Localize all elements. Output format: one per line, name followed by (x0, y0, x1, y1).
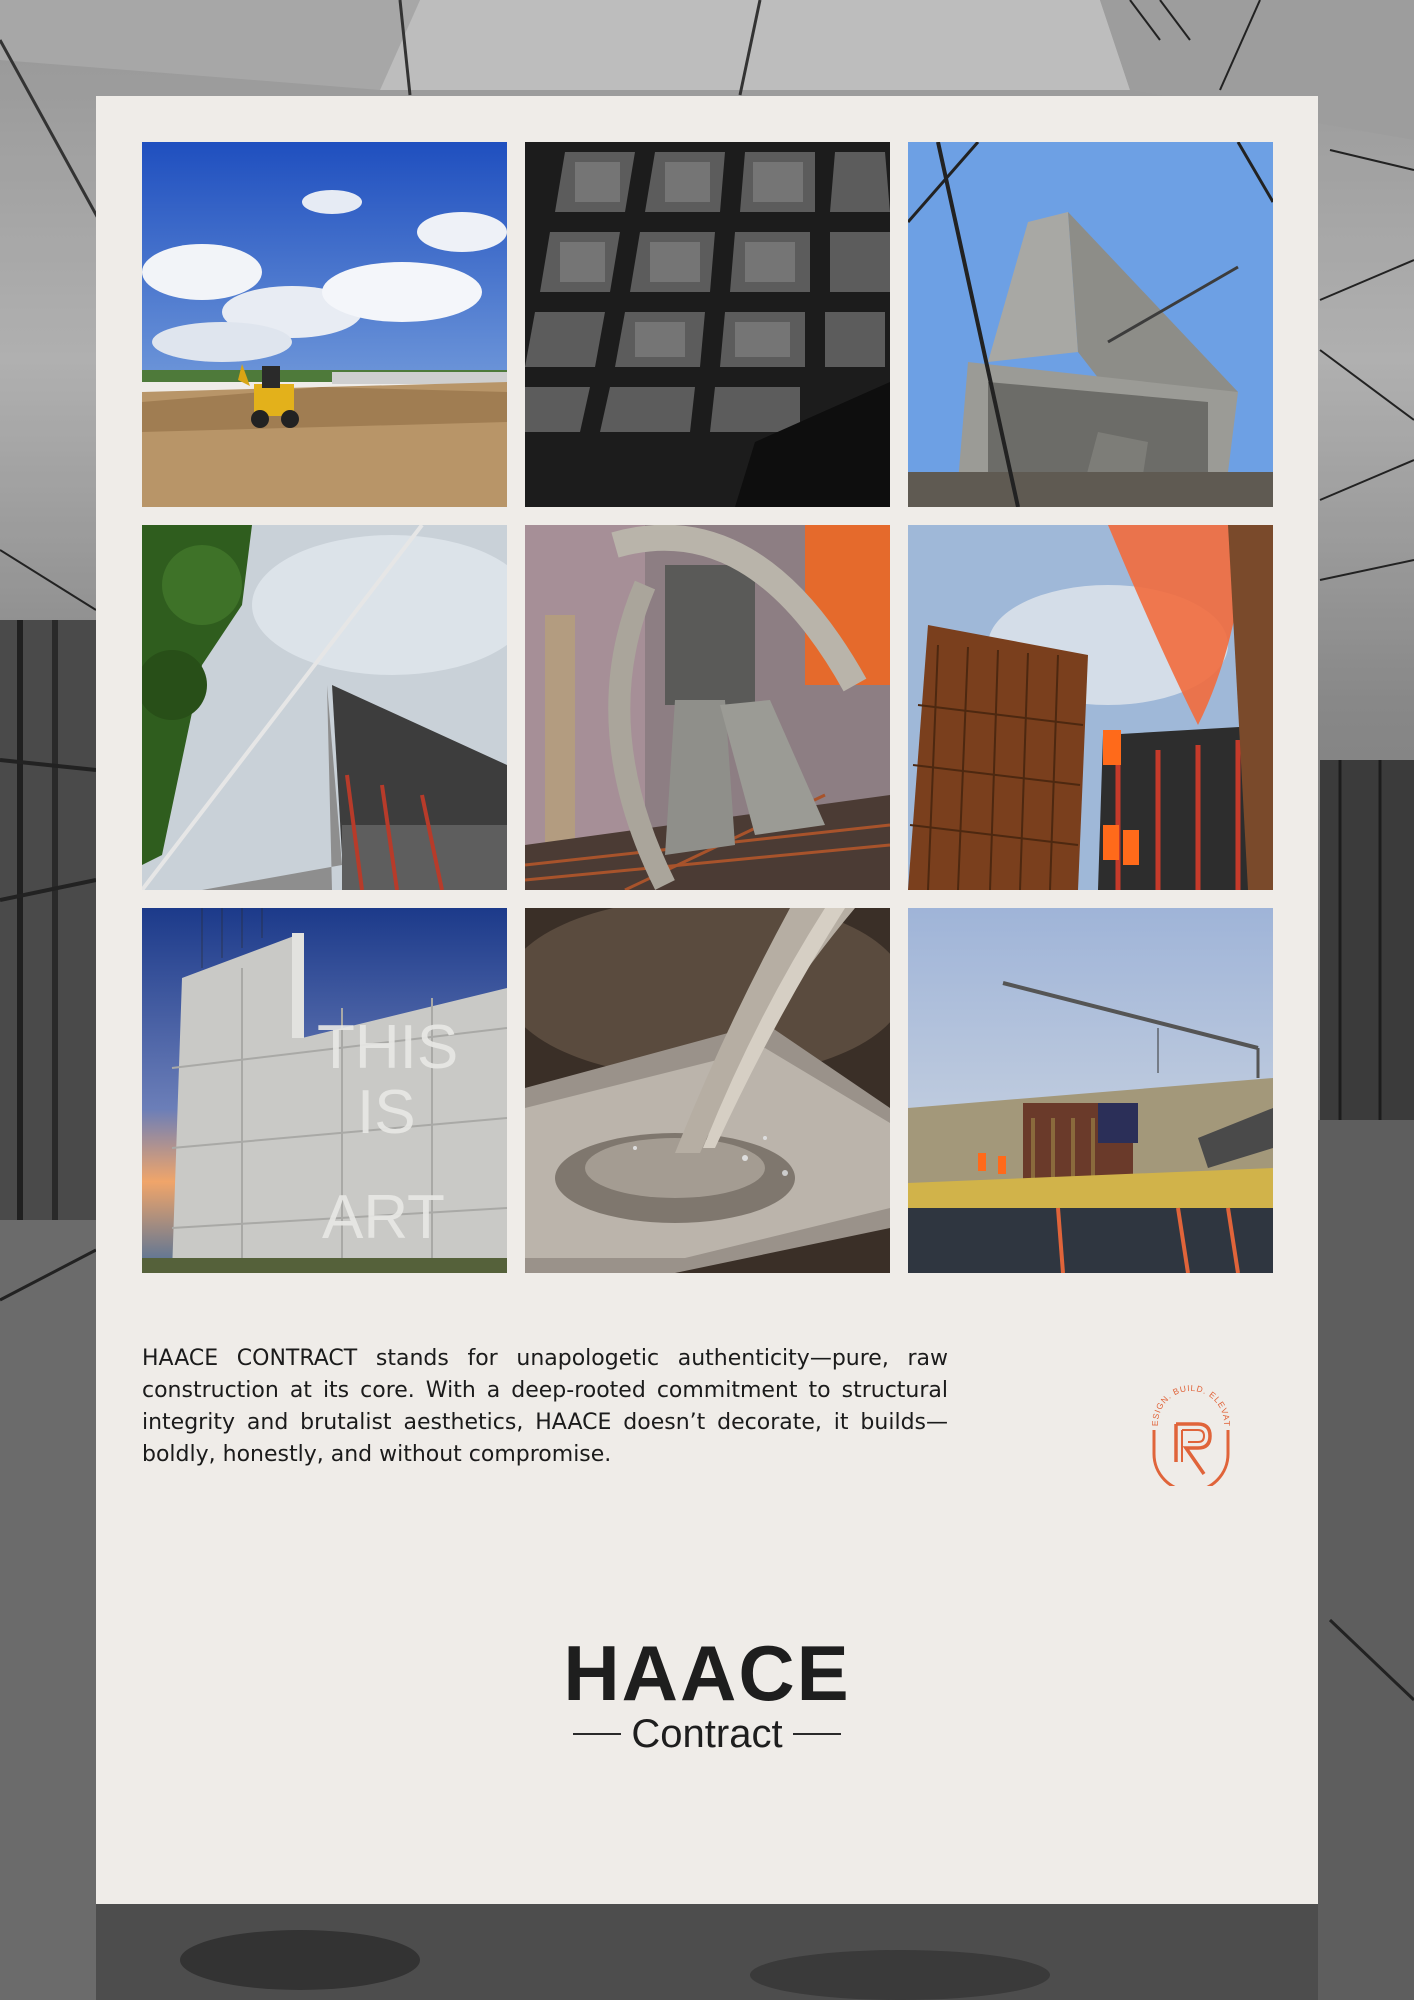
photo-rebar-cage-workers (908, 525, 1273, 890)
photo-waffle-slab-ceiling (525, 142, 890, 507)
poster-card (96, 96, 1318, 1904)
logo-rule-left (573, 1733, 621, 1735)
wall-text-this: THIS (317, 1013, 459, 1082)
logo-rule-right (793, 1733, 841, 1735)
photo-site-with-crane (908, 908, 1273, 1273)
brand-emblem (1146, 1366, 1236, 1486)
svg-text:DESIGN. BUILD. ELEVATE (1146, 1366, 1232, 1427)
photo-facade-with-crane (142, 525, 507, 890)
photo-excavator-site (142, 142, 507, 507)
haace-logo (532, 1629, 882, 1756)
photo-grid (142, 142, 1273, 1273)
brand-tagline: HAACE CONTRACT stands for unapologetic authenticity—pure, raw construction at its core. With a deep-rooted commitment to structural integrity and brutalist aesthetics, HAACE doesn’t decorate, it builds—boldly, honestly, and without compromise. (142, 1346, 948, 1467)
logo-subline (532, 1712, 882, 1756)
monogram-icon (1146, 1366, 1236, 1486)
photo-concrete-peak-structure (908, 142, 1273, 507)
wall-text-art: ART (322, 1183, 445, 1252)
emblem-motto: ESIGN. BUILD. ELEVAT (1149, 1382, 1233, 1427)
wall-text-is: IS (357, 1078, 416, 1147)
photo-pouring-concrete (525, 908, 890, 1273)
photo-concrete-hose-boots (525, 525, 890, 890)
logo-wordmark: HAACE (563, 1629, 851, 1717)
photo-concrete-wall-art (142, 908, 507, 1273)
logo-subtitle: Contract (631, 1712, 783, 1756)
